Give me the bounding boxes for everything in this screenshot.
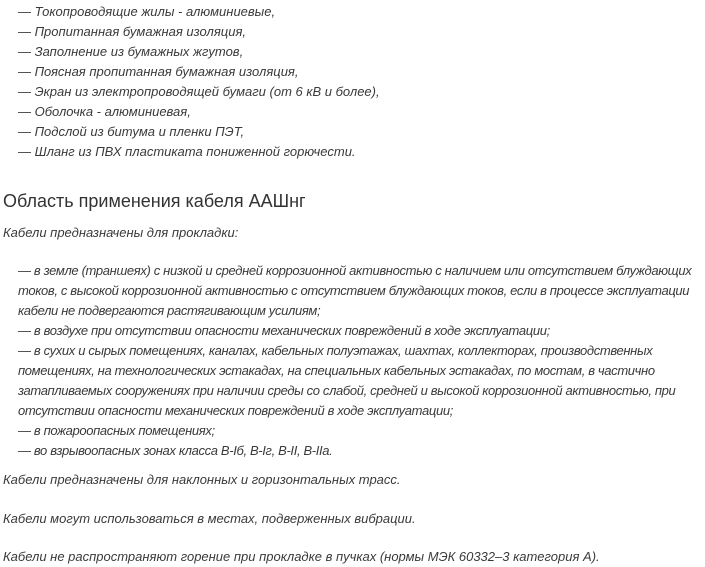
construction-item: — Шланг из ПВХ пластиката пониженной горючести. (18, 144, 356, 159)
construction-list (18, 2, 380, 162)
intro-text: Кабели предназначены для прокладки: (3, 225, 239, 240)
construction-item: — Токопроводящие жилы - алюминиевые, (18, 4, 276, 19)
construction-item: — Оболочка - алюминиевая, (18, 104, 191, 119)
usage-item: — в земле (траншеях) с низкой и средней коррозионной активностью с наличием или отсутствием блуждающих токов, с высокой коррозионной активностью с отсутствием блуждающих токов, если в процессе эксплуатации кабели не подвергаются растягивающим усилиям; (18, 263, 692, 318)
usage-item: — в пожароопасных помещениях; (18, 423, 215, 438)
note-text: Кабели не распространяют горение при прокладке в пучках (нормы МЭК 60332–3 категория А). (3, 549, 600, 564)
usage-item: — во взрывоопасных зонах класса В-Iб, В-Iг, В-II, В-IIа. (18, 443, 333, 458)
construction-item: — Экран из электропроводящей бумаги (от 6 кВ и более), (18, 84, 380, 99)
construction-item: — Пропитанная бумажная изоляция, (18, 24, 247, 39)
construction-item: — Поясная пропитанная бумажная изоляция, (18, 64, 299, 79)
usage-list (18, 261, 704, 461)
usage-item: — в сухих и сырых помещениях, каналах, кабельных полуэтажах, шахтах, коллекторах, производственных помещениях, на технологических эстакадах, на специальных кабельных эстакадах, по мостам, в частично затапливаемых сооружениях при наличии среды со слабой, средней и высокой коррозионной активностью, при отсутствии опасности механических повреждений в ходе эксплуатации; (18, 343, 676, 418)
usage-item: — в воздухе при отсутствии опасности механических повреждений в ходе эксплуатации; (18, 323, 550, 338)
note-text: Кабели могут использоваться в местах, подверженных вибрации. (3, 511, 416, 526)
section-title: Область применения кабеля ААШнг (3, 191, 306, 211)
construction-item: — Подслой из битума и пленки ПЭТ, (18, 124, 245, 139)
construction-item: — Заполнение из бумажных жгутов, (18, 44, 244, 59)
note-text: Кабели предназначены для наклонных и горизонтальных трасс. (3, 472, 401, 487)
